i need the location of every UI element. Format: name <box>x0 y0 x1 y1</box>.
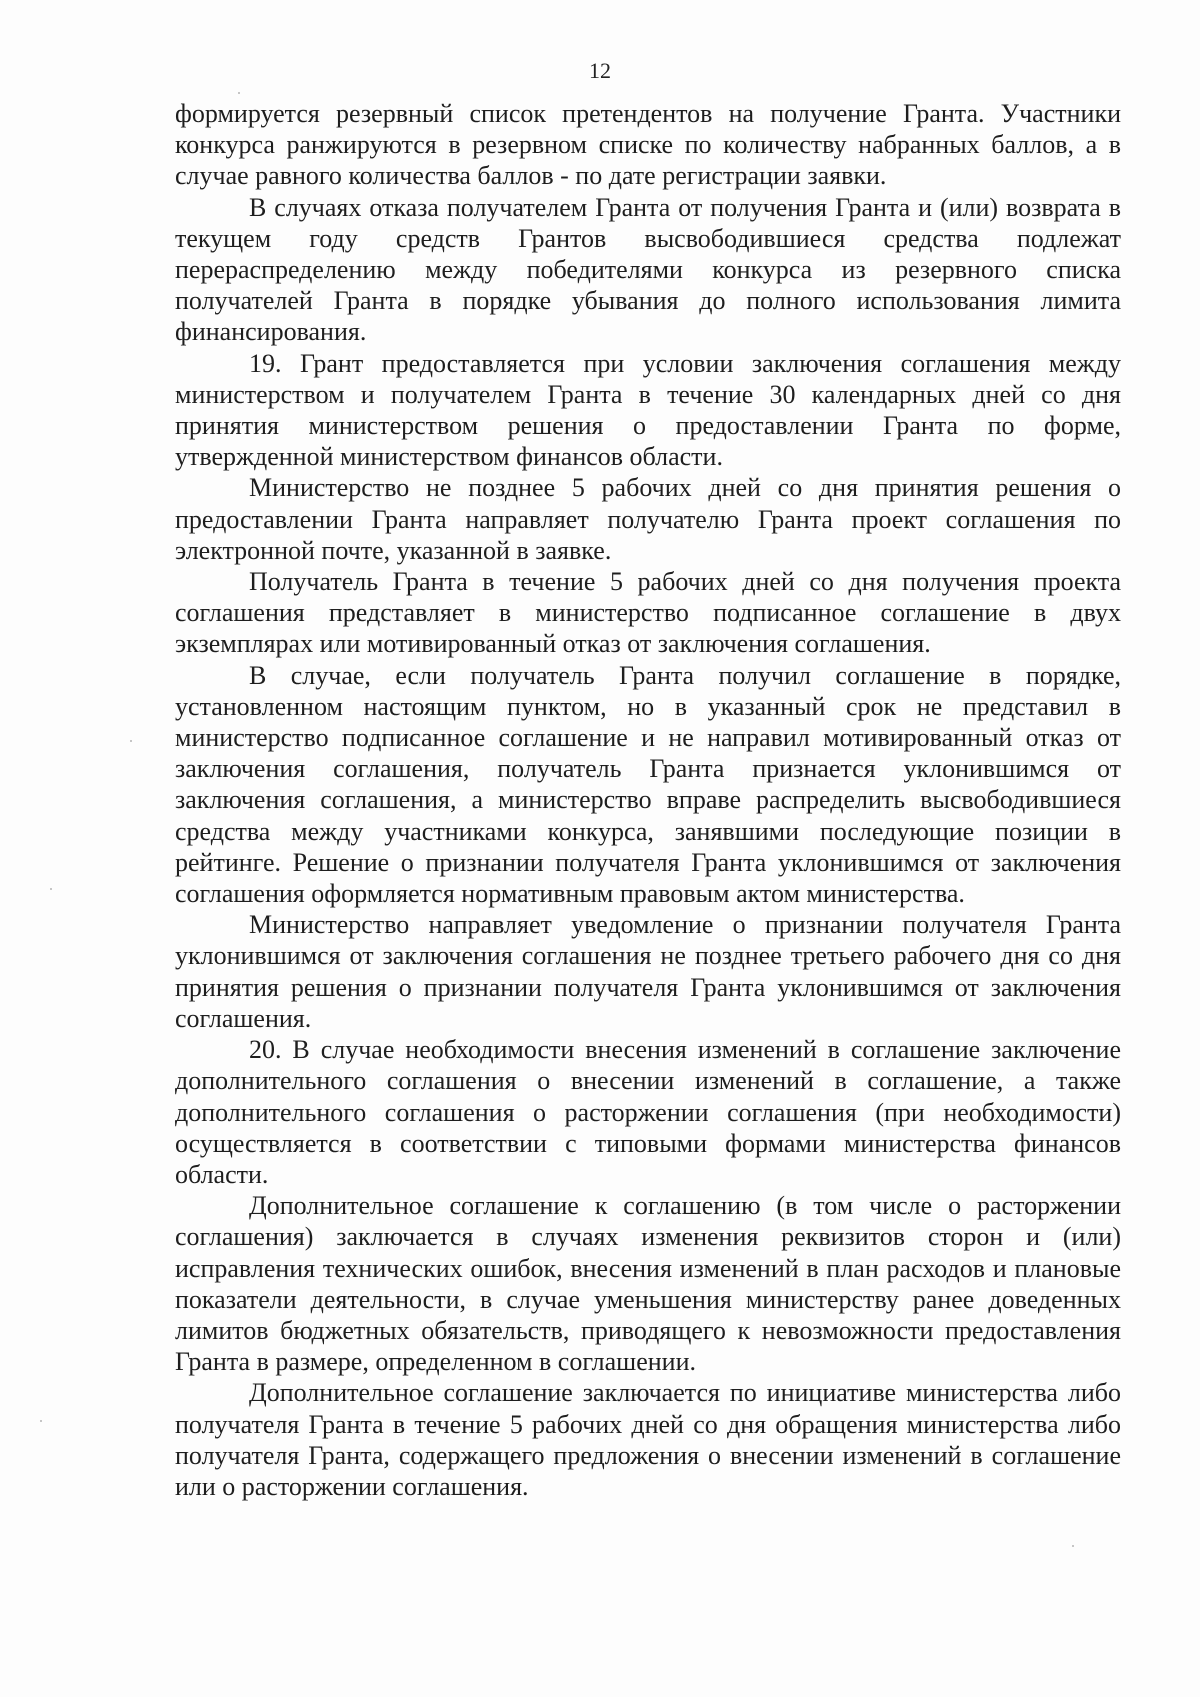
paragraph-signed-agreement: Получатель Гранта в течение 5 рабочих дней со дня получения проекта соглашения представляет в министерство подписанное соглашение в двух экземплярах или мотивированный отказ от заключения соглашения. <box>175 567 1121 659</box>
scan-speck <box>1072 1545 1074 1547</box>
paragraph-clause-20: 20. В случае необходимости внесения изменений в соглашение заключение дополнительного соглашения о внесении изменений в соглашение, а также дополнительного соглашения о расторжении соглашения (при необходимости) осуществляется в соответствии с типовыми формами министерства финансов области. <box>175 1035 1121 1189</box>
paragraph-reserve-list: формируется резервный список претендентов на получение Гранта. Участники конкурса ранжируются в резервном списке по количеству набранных баллов, а в случае равного количества баллов - по дате регистрации заявки. <box>175 99 1121 191</box>
paragraph-notification: Министерство направляет уведомление о признании получателя Гранта уклонившимся от заключения соглашения не позднее третьего рабочего дня со дня принятия решения о признании получателя Гранта уклонившимся от заключения соглашения. <box>175 910 1121 1033</box>
paragraph-evasion: В случае, если получатель Гранта получил соглашение в порядке, установленном настоящим пунктом, но в указанный срок не представил в министерство подписанное соглашение и не направил мотивированный отказ от заключения соглашения, получатель Гранта признается уклонившимся от заключения соглашения, а министерство вправе распределить высвободившиеся средства между участниками конкурса, занявшими последующие позиции в рейтинге. Решение о признании получателя Гранта уклонившимся от заключения соглашения оформляется нормативным правовым актом министерства. <box>175 660 1121 909</box>
document-body <box>175 98 1121 1502</box>
scan-speck <box>50 888 52 890</box>
paragraph-additional-agreement: Дополнительное соглашение к соглашению (в том числе о расторжении соглашения) заключается в случаях изменения реквизитов сторон и (или) исправления технических ошибок, внесения изменений в план расходов и плановые показатели деятельности, в случае уменьшения министерству ранее доведенных лимитов бюджетных обязательств, приводящего к невозможности предоставления Гранта в размере, определенном в соглашении. <box>175 1191 1121 1377</box>
paragraph-initiative: Дополнительное соглашение заключается по инициативе министерства либо получателя Гранта в течение 5 рабочих дней со дня обращения министерства либо получателя Гранта, содержащего предложения о внесении изменений в соглашение или о расторжении соглашения. <box>175 1378 1121 1501</box>
scan-speck <box>238 92 240 94</box>
page-number: 12 <box>589 58 611 83</box>
scan-speck <box>40 1420 42 1422</box>
scan-speck <box>130 740 132 742</box>
paragraph-refusal-redistribution: В случаях отказа получателем Гранта от получения Гранта и (или) возврата в текущем году средств Грантов высвободившиеся средства подлежат перераспределению между победителями конкурса из резервного списка получателей Гранта в порядке убывания до полного использования лимита финансирования. <box>175 192 1121 347</box>
paragraph-draft-agreement: Министерство не позднее 5 рабочих дней со дня принятия решения о предоставлении Гранта направляет получателю Гранта проект соглашения по электронной почте, указанной в заявке. <box>175 473 1121 565</box>
paragraph-clause-19: 19. Грант предоставляется при условии заключения соглашения между министерством и получателем Гранта в течение 30 календарных дней со дня принятия министерством решения о предоставлении Гранта по форме, утвержденной министерством финансов области. <box>175 348 1121 472</box>
